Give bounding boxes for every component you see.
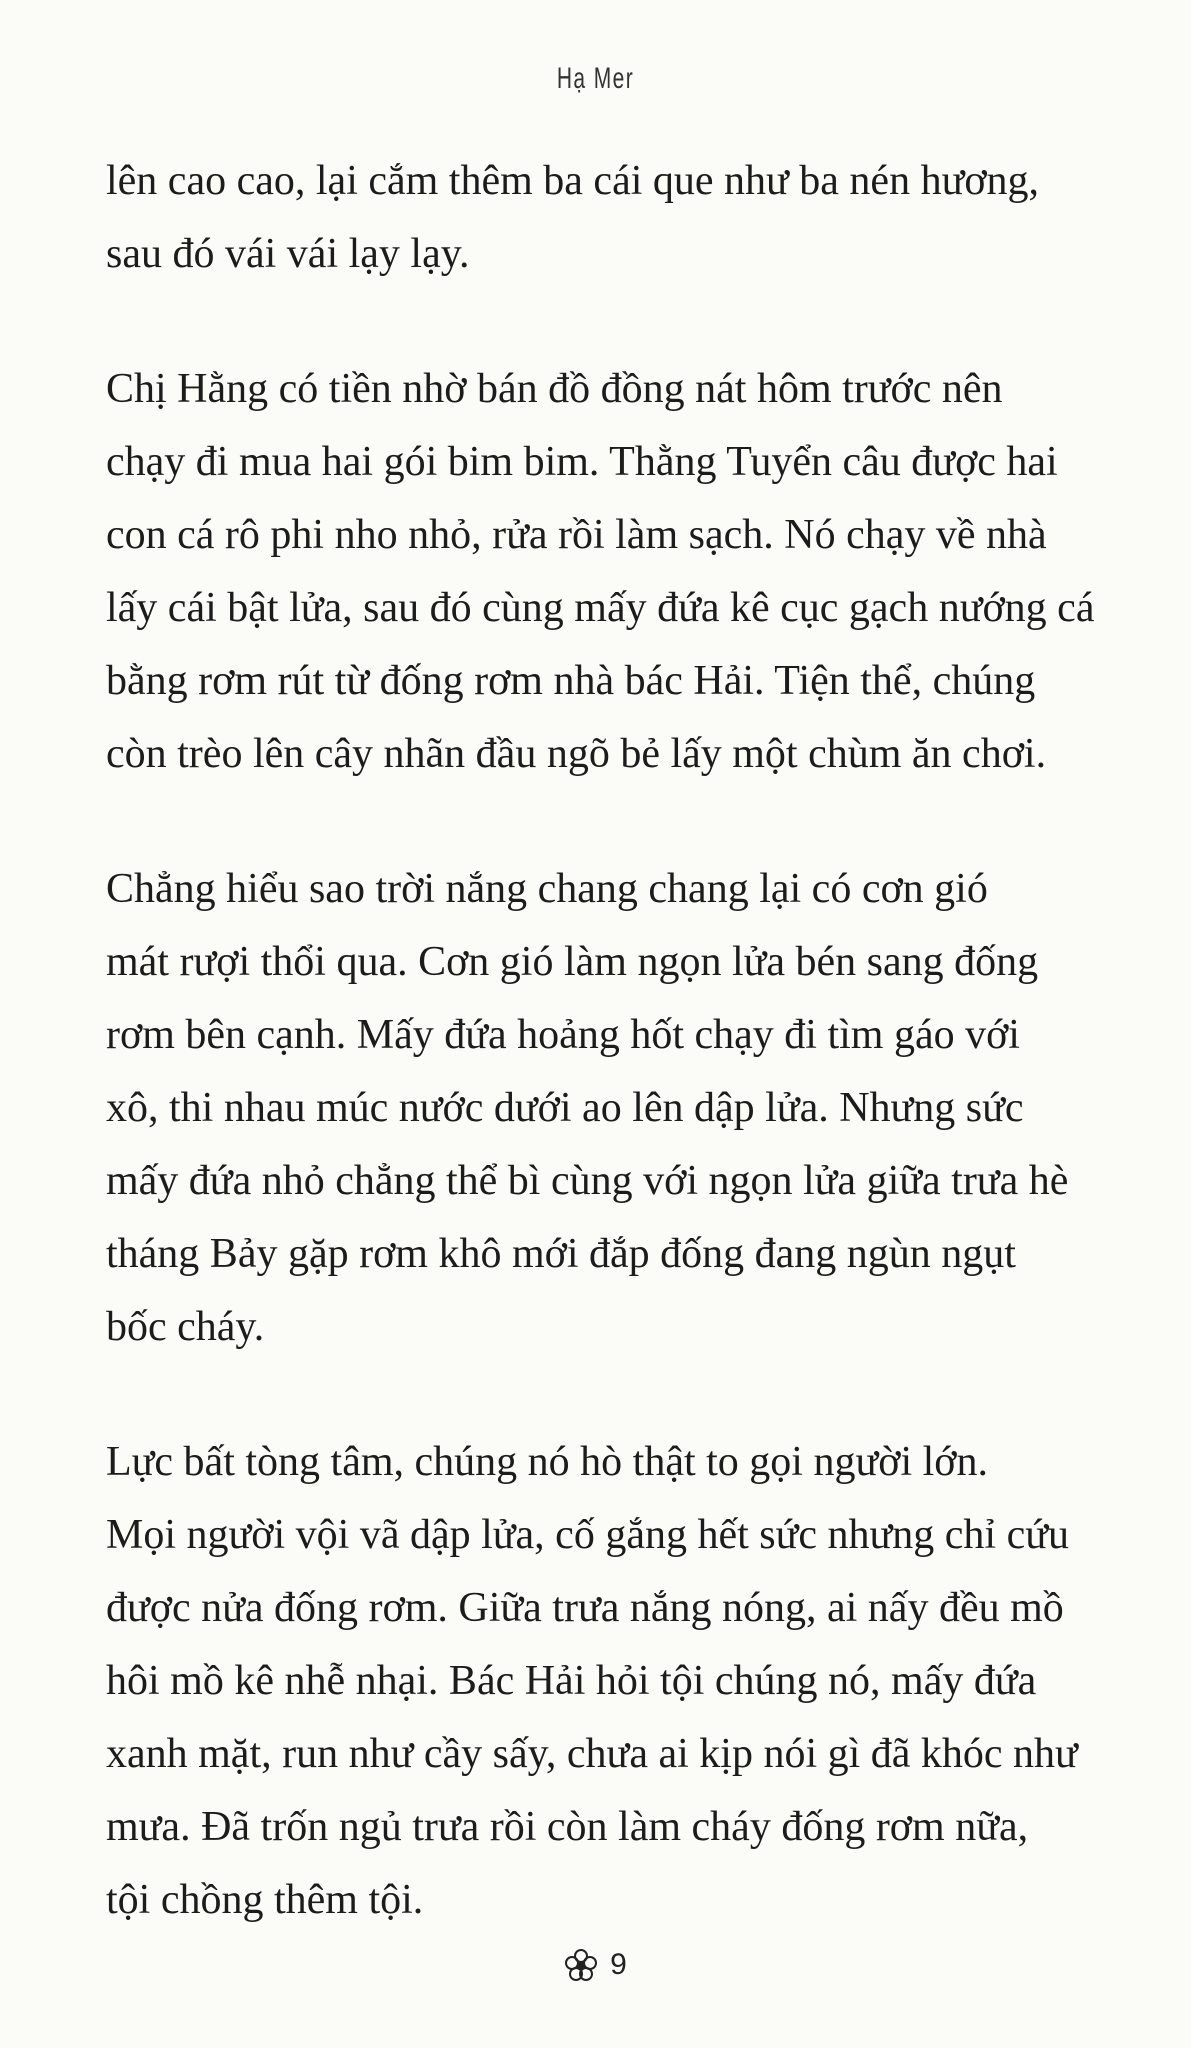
text-line: còn trèo lên cây nhãn đầu ngõ bẻ lấy một chùm ăn chơi. xyxy=(106,731,1047,777)
text-line: xô, thi nhau múc nước dưới ao lên dập lửa. Nhưng sức xyxy=(106,1085,1024,1131)
text-line: tháng Bảy gặp rơm khô mới đắp đống đang ngùn ngụt xyxy=(106,1231,1016,1277)
page-number: 9 xyxy=(610,1948,627,1981)
text-line: Chẳng hiểu sao trời nắng chang chang lại có cơn gió xyxy=(106,866,988,912)
text-line: Chị Hằng có tiền nhờ bán đồ đồng nát hôm trước nên xyxy=(106,366,1003,412)
text-line: rơm bên cạnh. Mấy đứa hoảng hốt chạy đi tìm gáo với xyxy=(106,1012,1020,1058)
paragraph-1 xyxy=(106,145,1066,291)
paragraph-4 xyxy=(106,1426,1078,1937)
text-line: lên cao cao, lại cắm thêm ba cái que như ba nén hương, xyxy=(106,158,1040,204)
text-line: Mọi người vội vã dập lửa, cố gắng hết sức nhưng chỉ cứu xyxy=(106,1512,1070,1558)
paragraph-2 xyxy=(106,353,1095,791)
flower-ornament-icon xyxy=(564,1948,598,1982)
text-line: hôi mồ kê nhễ nhại. Bác Hải hỏi tội chúng nó, mấy đứa xyxy=(106,1658,1037,1704)
text-line: Lực bất tòng tâm, chúng nó hò thật to gọi người lớn. xyxy=(106,1439,988,1485)
body-text xyxy=(106,145,1095,1999)
paragraph-3 xyxy=(106,853,1069,1364)
text-line: con cá rô phi nho nhỏ, rửa rồi làm sạch. Nó chạy về nhà xyxy=(106,512,1047,558)
text-line: mấy đứa nhỏ chẳng thể bì cùng với ngọn lửa giữa trưa hè xyxy=(106,1158,1069,1204)
text-line: mát rượi thổi qua. Cơn gió làm ngọn lửa bén sang đống xyxy=(106,939,1039,985)
running-header-author: Hạ Mer xyxy=(556,62,635,95)
text-line: bốc cháy. xyxy=(106,1304,265,1350)
text-line: bằng rơm rút từ đống rơm nhà bác Hải. Tiện thể, chúng xyxy=(106,658,1036,704)
text-line: mưa. Đã trốn ngủ trưa rồi còn làm cháy đống rơm nữa, xyxy=(106,1804,1029,1850)
text-line: xanh mặt, run như cầy sấy, chưa ai kịp nói gì đã khóc như xyxy=(106,1731,1078,1777)
text-line: sau đó vái vái lạy lạy. xyxy=(106,231,470,277)
text-line: lấy cái bật lửa, sau đó cùng mấy đứa kê cục gạch nướng cá xyxy=(106,585,1095,631)
page-footer xyxy=(0,1948,1191,1982)
text-line: tội chồng thêm tội. xyxy=(106,1877,424,1923)
text-line: được nửa đống rơm. Giữa trưa nắng nóng, ai nấy đều mồ xyxy=(106,1585,1064,1631)
text-line: chạy đi mua hai gói bim bim. Thằng Tuyển câu được hai xyxy=(106,439,1058,485)
